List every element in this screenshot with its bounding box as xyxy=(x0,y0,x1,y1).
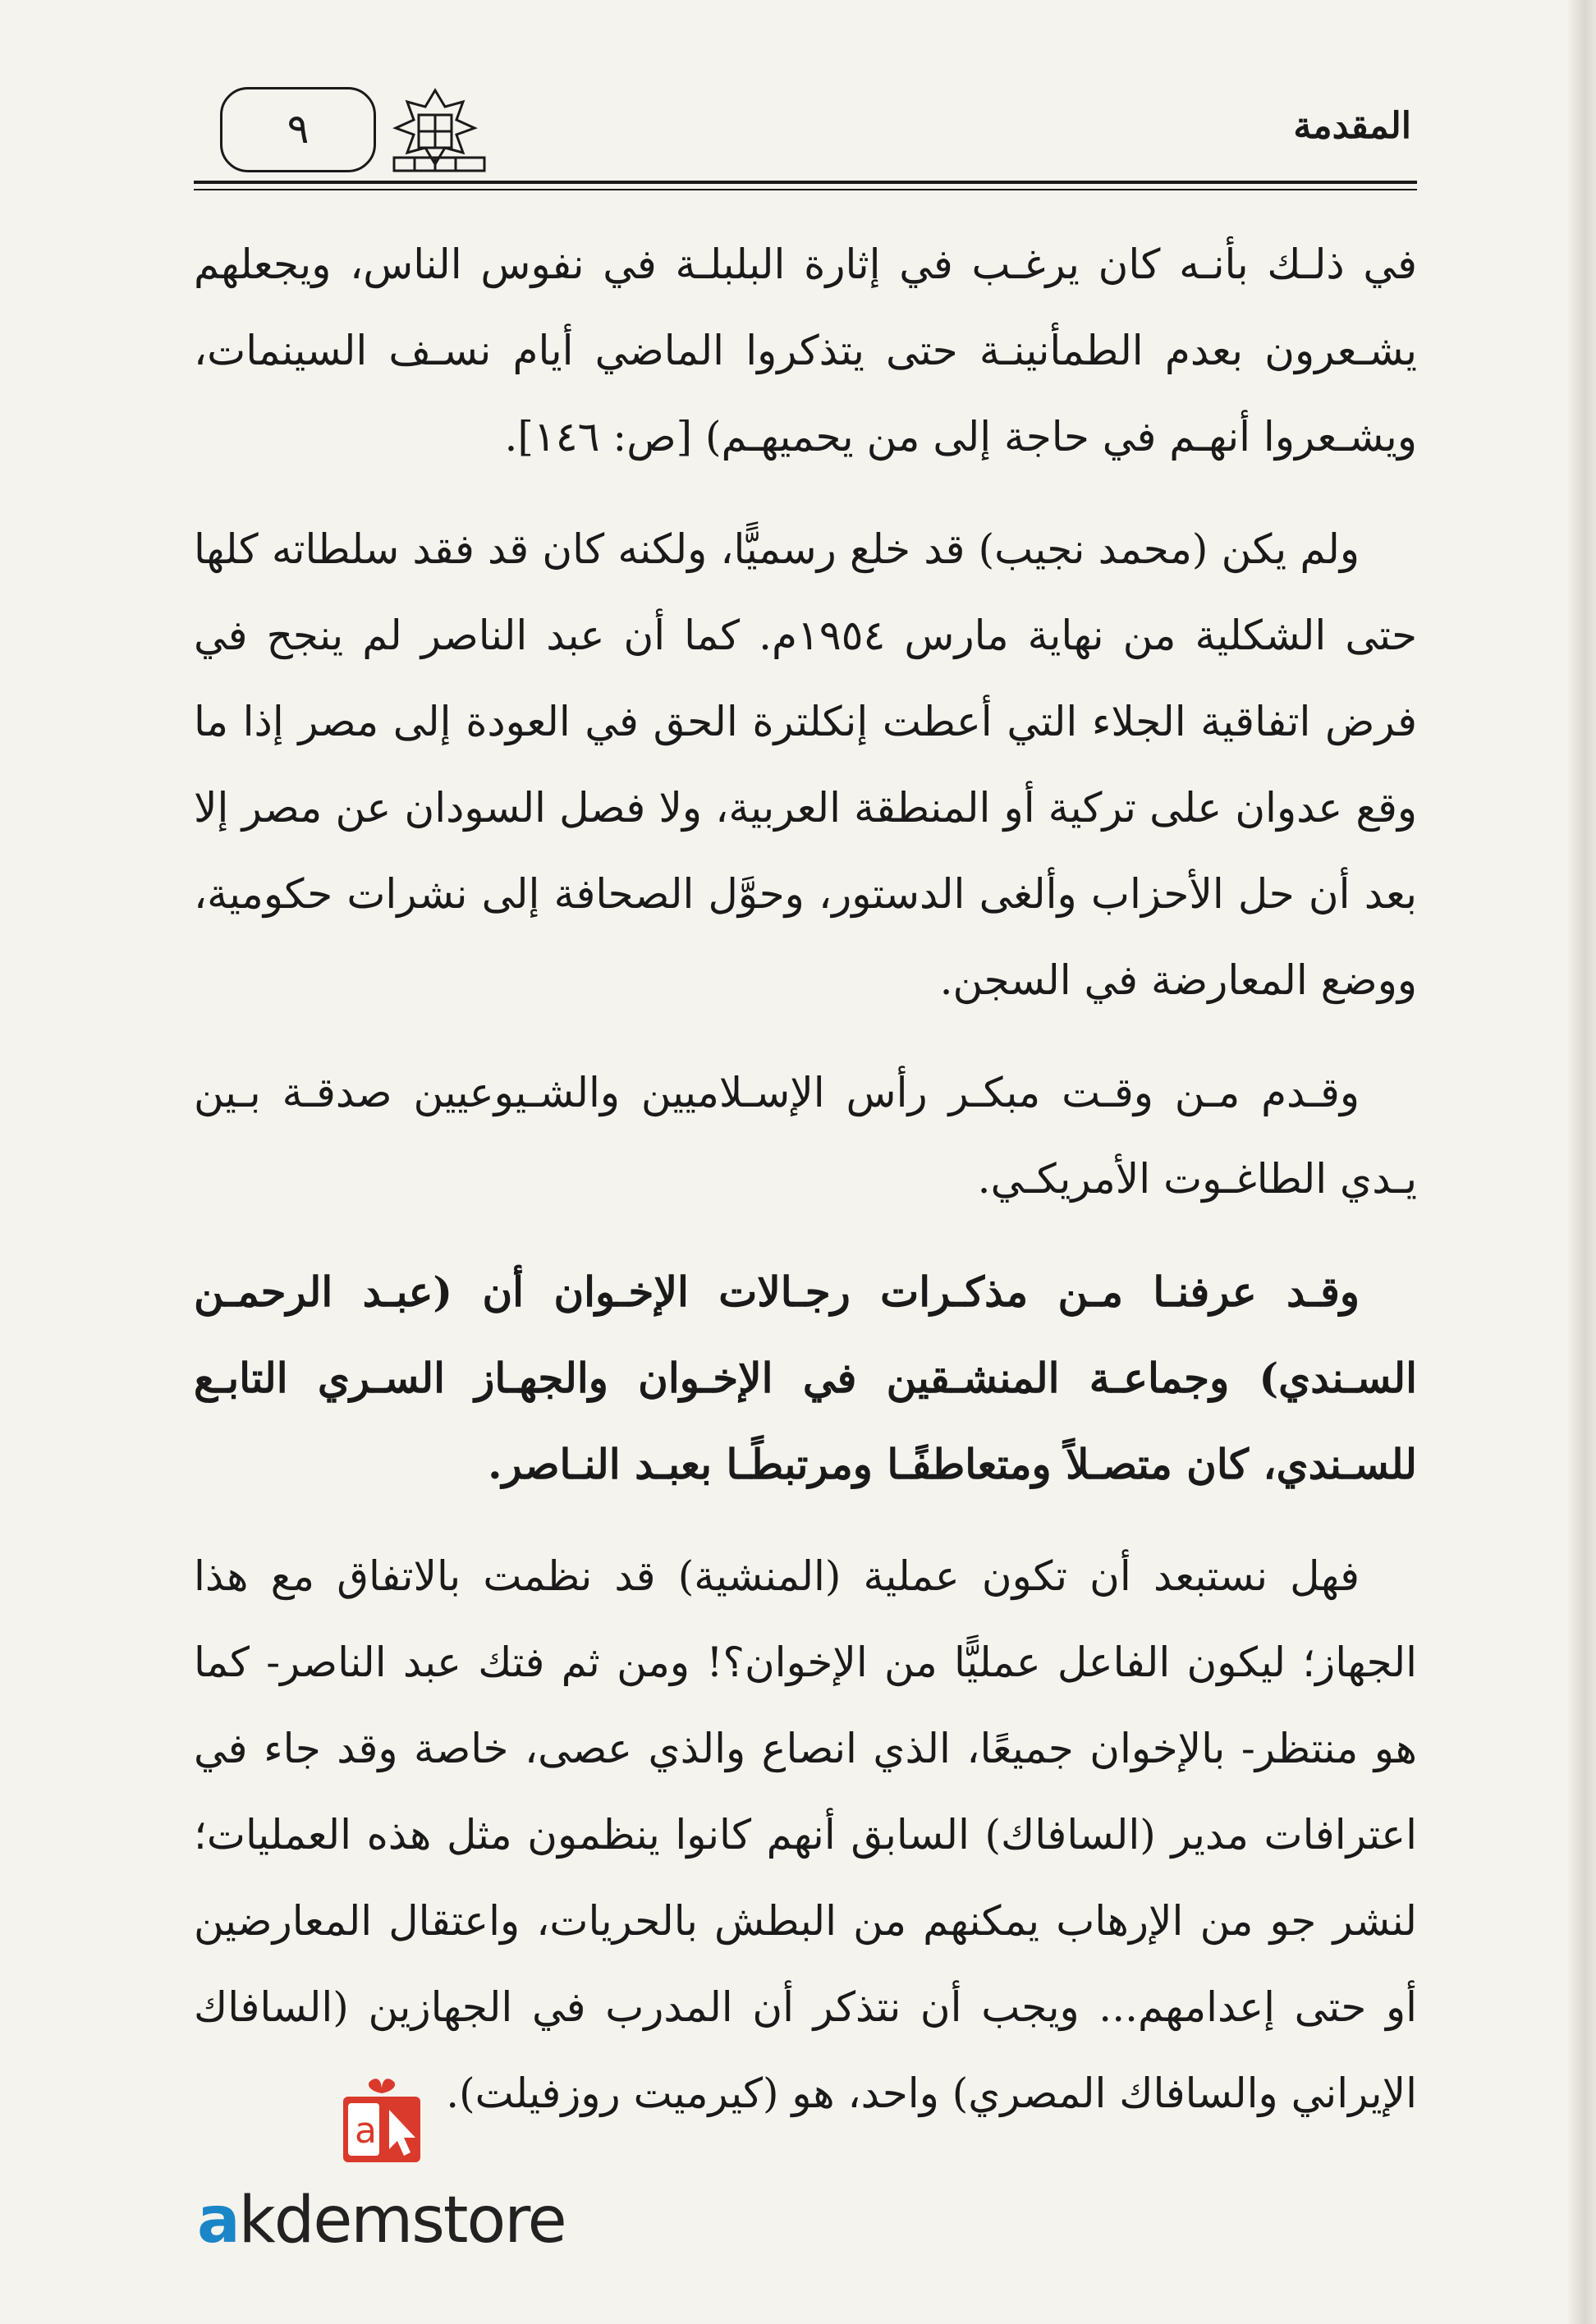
svg-text:a: a xyxy=(355,2110,377,2152)
chapter-title: المقدمة xyxy=(1293,105,1411,147)
scan-edge-shadow xyxy=(1568,0,1596,2324)
header-rule xyxy=(194,181,1417,184)
page-body xyxy=(194,222,1417,2163)
paragraph: ولم يكن (محمد نجيب) قد خلع رسميًّا، ولكنه كان قد فقد سلطاته كلها حتى الشكلية من نهاية مارس ١٩٥٤م. كما أن عبد الناصر لم ينجح في فرض اتفاقية الجلاء التي أعطت إنكلترة الحق في العودة إلى مصر إذا ما وقع عدوان على تركية أو المنطقة العربية، ولا فصل السودان عن مصر إلا بعد أن حل الأحزاب وألغى الدستور، وحوَّل الصحافة إلى نشرات حكومية، ووضع المعارضة في السجن. xyxy=(194,525,1417,1004)
paragraph: وقـدم مـن وقـت مبكـر رأس الإسـلاميين والشـيوعيين صدقـة بـين يـدي الطاغـوت الأمريكـي. xyxy=(194,1069,1417,1203)
header-rule-thin xyxy=(194,189,1417,190)
page-number: ٩ xyxy=(220,87,376,172)
paragraph: في ذلـك بأنـه كان يرغـب في إثارة البلبلـة في نفوس الناس، ويجعلهم يشـعرون بعدم الطمأنينـة حتى يتذكروا الماضي أيام نسـف السينمات، ويشـعروا أنهـم في حاجة إلى من يحميهـم) [ص: ١٤٦]. xyxy=(194,241,1417,461)
paragraph: وقـد عرفنـا مـن مذكـرات رجـالات الإخـوان أن (عبـد الرحمـن السـندي) وجماعـة المنشـقين في الإخـوان والجهـاز السـري التابـع للسـندي، كان متصـلاً ومتعاطفًـا ومرتبطًـا بعبـد النـاصر. xyxy=(194,1267,1417,1488)
watermark-logo xyxy=(197,2077,575,2282)
ornament-icon xyxy=(378,82,501,181)
paragraph: فهل نستبعد أن تكون عملية (المنشية) قد نظمت بالاتفاق مع هذا الجهاز؛ ليكون الفاعل عمليًّا من الإخوان؟! ومن ثم فتك عبد الناصر- كما هو منتظر- بالإخوان جميعًا، الذي انصاع والذي عصى، خاصة وقد جاء في اعترافات مدير (السافاك) السابق أنهم كانوا ينظمون مثل هذه العمليات؛ لنشر جو من الإرهاب يمكنهم من البطش بالحريات، واعتقال المعارضين أو حتى إعدامهم... ويجب أن نتذكر أن المدرب في الجهازين (السافاك الإيراني والسافاك المصري) واحد، هو (كيرميت روزفيلت). xyxy=(194,1552,1417,2117)
book-cursor-icon xyxy=(337,2077,427,2175)
watermark-text: akdemstore xyxy=(197,2184,566,2258)
page-header xyxy=(0,0,1596,197)
